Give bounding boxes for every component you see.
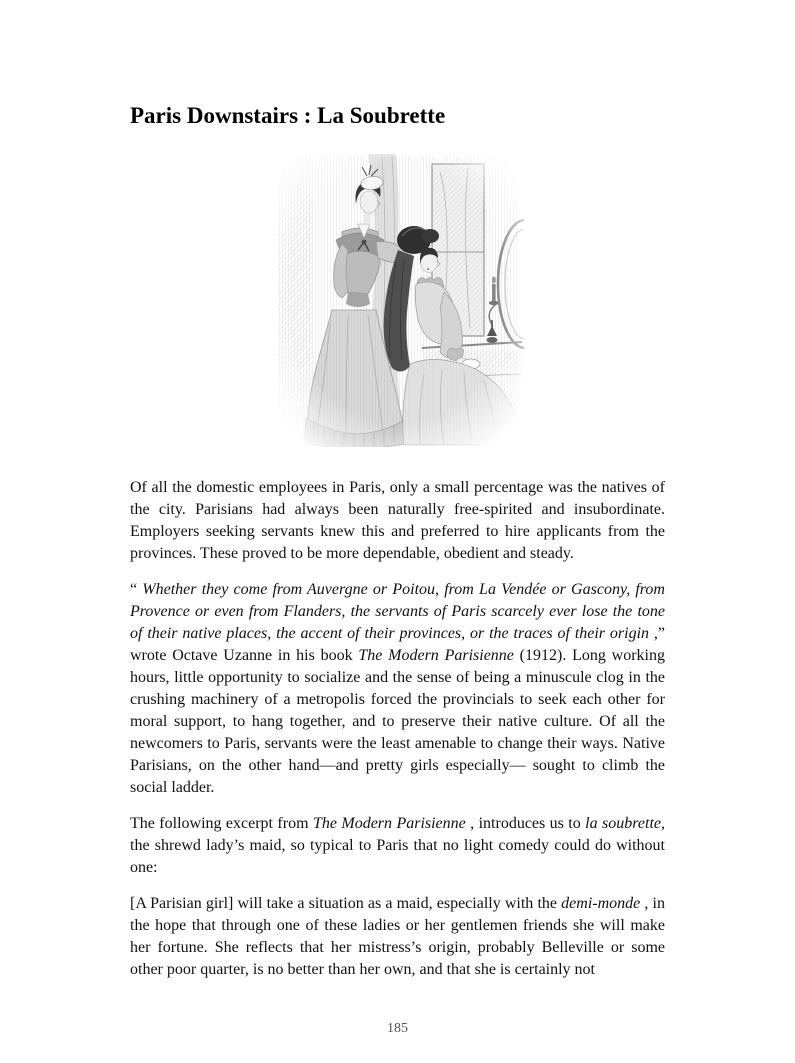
paragraph-excerpt: [A Parisian girl] will take a situation as a maid, especially with the demi-monde , in the hope that through one of these ladies or her gentlemen friends she will make her fortune. She reflects that her mistress’s origin, probably Belleville or some other poor quarter, is no better than her own, and that she is certainly not [130, 895, 665, 978]
illustration-figure [272, 152, 524, 447]
paragraph-quote: “ Whether they come from Auvergne or Poitou, from La Vendée or Gascony, from Provence or even from Flanders, the servants of Paris scarcely ever lose the tone of their native places, the accent of their provinces, or the traces of their origin ,” wrote Octave Uzanne in his book The Modern Parisienne (1912). Long working hours, little opportunity to socialize and the sense of being a minuscule clog in the crushing machinery of a metropolis forced the provincials to seek each other for moral support, to hang together, and to preserve their native culture. Of all the newcomers to Paris, servants were the least amenable to change their ways. Native Parisians, on the other hand—and pretty girls especially— sought to climb the social ladder. [130, 581, 666, 796]
maid-dressing-hair-illustration [272, 152, 524, 447]
vignette [272, 152, 524, 447]
page-number: 185 [387, 1021, 408, 1036]
paragraph-intro: Of all the domestic employees in Paris, only a small percentage was the natives of the city. Parisians had always been naturally free-spirited and insubordinate. Employers seeking servants knew this and preferred to hire applicants from the provinces. These proved to be more dependable, obedient and steady. [130, 479, 665, 562]
paragraph-excerpt-lead: The following excerpt from The Modern Parisienne , introduces us to la soubrette, the shrewd lady’s maid, so typical to Paris that no light comedy could do without one: [130, 815, 665, 876]
page-title: Paris Downstairs : La Soubrette [130, 103, 446, 128]
